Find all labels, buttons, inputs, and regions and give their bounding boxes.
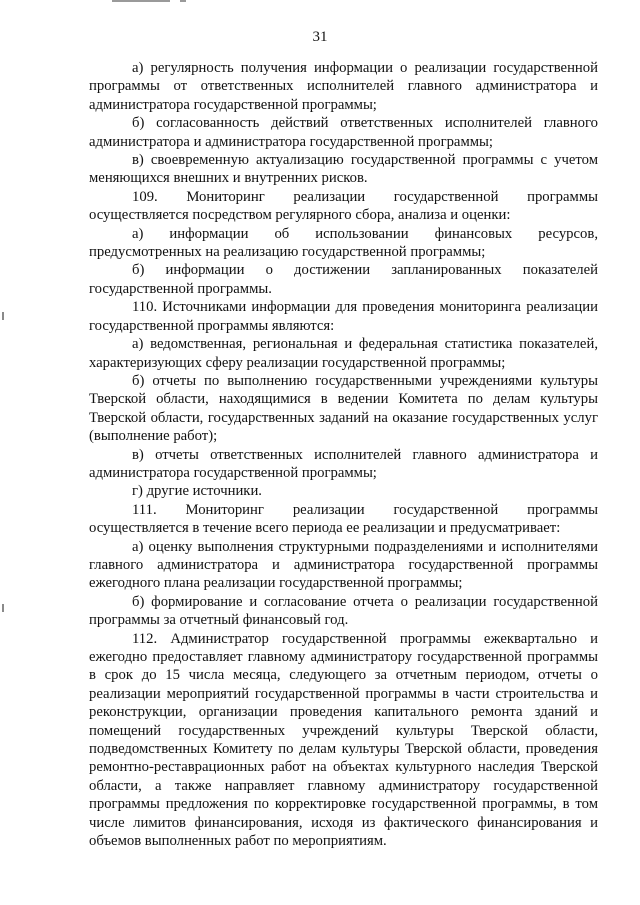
paragraph-110-a: а) ведомственная, региональная и федеральная статистика показателей, характеризующих сферу реализации государственной программы; <box>89 336 598 371</box>
paragraph-111: 111. Мониторинг реализации государственной программы осуществляется в течение всего периода ее реализации и предусматривает: <box>89 501 598 537</box>
paragraph-b-coordination: б) согласованность действий ответственных исполнителей главного администратора и администратора государственной программы; <box>89 115 598 150</box>
scan-artifact-edge <box>2 312 4 320</box>
paragraph-109-b: б) информации о достижении запланированных показателей государственной программы. <box>89 262 598 297</box>
paragraph-a-regularity: а) регулярность получения информации о реализации государственной программы от ответственных исполнителей главного администратора и администратора государственной программы; <box>89 60 598 113</box>
scan-artifact-top <box>112 0 170 2</box>
paragraph-110-c: в) отчеты ответственных исполнителей главного администратора и администратора государственной программы; <box>89 446 598 481</box>
paragraph-110-d: г) другие источники. <box>132 483 262 500</box>
paragraph-110-b: б) отчеты по выполнению государственными учреждениями культуры Тверской области, находящимися в ведении Комитета по делам культуры Тверской области, государственных заданий на оказание государственных услуг (выполнение работ); <box>89 372 598 445</box>
paragraph-112: 112. Администратор государственной программы ежеквартально и ежегодно предоставляет главному администратору государственной программы в срок до 15 числа месяца, следующего за отчетным периодом, отчеты о реализации мероприятий государственной программы в части строительства и реконструкции, организации проведения капитального ремонта зданий и помещений государственных учреждений культуры Тверской области, подведомственных Комитету по делам культуры Тверской области, проведения ремонтно-реставрационных работ на объектах культурного наследия Тверской области, а также направляет главному администратору государственной программы предложения по корректировке государственной программы, в том числе лимитов финансирования, исходя из фактического финансирования и объемов выполненных работ по мероприятиям. <box>89 630 598 850</box>
paragraph-111-b: б) формирование и согласование отчета о реализации государственной программы за отчетный финансовый год. <box>89 593 598 629</box>
scan-artifact-edge <box>2 604 4 612</box>
page-number: 31 <box>312 29 328 45</box>
paragraph-111-a: а) оценку выполнения структурными подразделениями и исполнителями главного администратора и администратора государственной программы ежегодного плана реализации государственной программы; <box>89 538 598 592</box>
paragraph-110: 110. Источниками информации для проведения мониторинга реализации государственной программы являются: <box>89 299 598 334</box>
paragraph-109-a: а) информации об использовании финансовых ресурсов, предусмотренных на реализацию государственной программы; <box>89 225 598 261</box>
scan-artifact-top <box>180 0 186 2</box>
document-text <box>89 59 598 850</box>
paragraph-c-actualization: в) своевременную актуализацию государственной программы с учетом меняющихся внешних и внутренних рисков. <box>89 152 598 187</box>
paragraph-109: 109. Мониторинг реализации государственной программы осуществляется посредством регулярного сбора, анализа и оценки: <box>89 188 598 224</box>
